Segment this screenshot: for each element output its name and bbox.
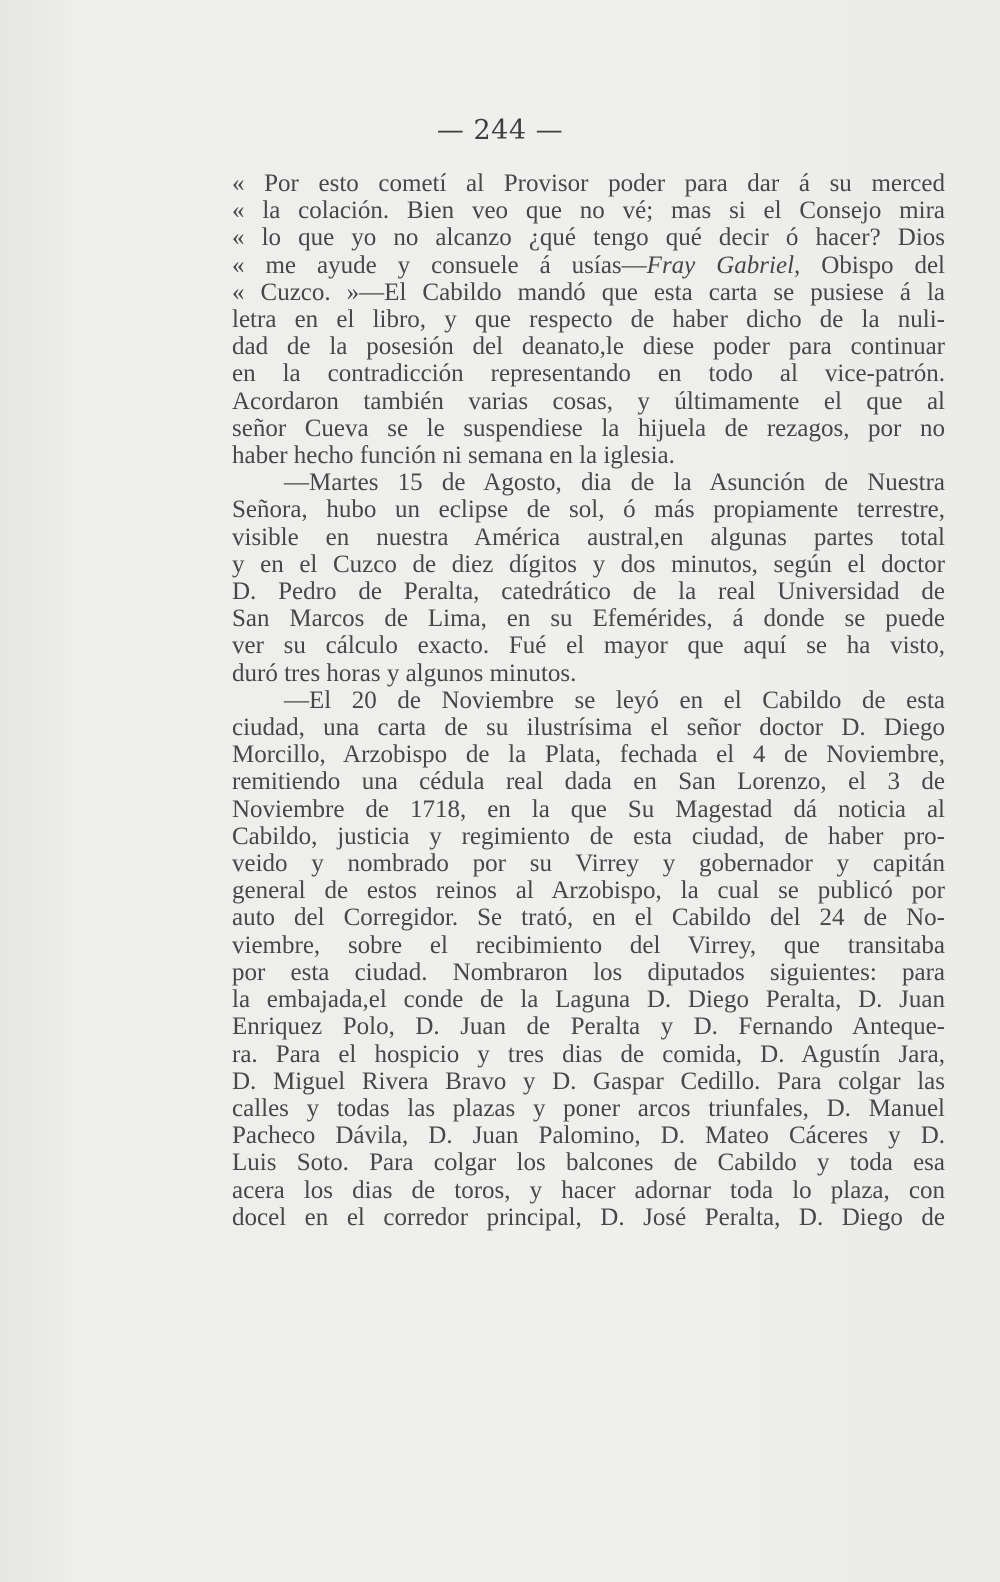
text-line: Morcillo, Arzobispo de la Plata, fechada el 4 de Noviembre, — [232, 741, 945, 769]
text-line: ver su cálculo exacto. Fué el mayor que aquí se ha visto, — [232, 632, 945, 660]
text-line: remitiendo una cédula real dada en San Lorenzo, el 3 de — [232, 768, 945, 796]
text-line: « la colación. Bien veo que no vé; mas si el Consejo mira — [232, 197, 945, 225]
text-line: Cabildo, justicia y regimiento de esta ciudad, de haber pro- — [232, 822, 945, 850]
text-line: D. Pedro de Peralta, catedrático de la real Universidad de — [232, 578, 945, 606]
text-line: y en el Cuzco de diez dígitos y dos minutos, según el doctor — [232, 550, 945, 578]
text-line: calles y todas las plazas y poner arcos triunfales, D. Manuel — [232, 1094, 945, 1122]
text-line: haber hecho función ni semana en la iglesia. — [232, 442, 675, 470]
text-segment: Obispo del — [800, 251, 946, 279]
text-segment: « me ayude y consuele á usías— — [232, 251, 647, 279]
body-text — [232, 170, 945, 1231]
text-line: docel en el corredor principal, D. José Peralta, D. Diego de — [232, 1203, 945, 1231]
text-line: auto del Corregidor. Se trató, en el Cabildo del 24 de No- — [232, 904, 945, 932]
text-line: « Cuzco. »—El Cabildo mandó que esta carta se pusiese á la — [232, 278, 945, 306]
text-line — [232, 252, 945, 279]
text-line: señor Cueva se le suspendiese la hijuela de rezagos, por no — [232, 414, 945, 442]
page-number: — 244 — — [436, 115, 564, 146]
text-line: Acordaron también varias cosas, y últimamente el que al — [232, 387, 945, 415]
text-line: acera los dias de toros, y hacer adornar toda lo plaza, con — [232, 1176, 945, 1204]
text-line: —Martes 15 de Agosto, dia de la Asunción de Nuestra — [284, 469, 945, 497]
text-line: ra. Para el hospicio y tres dias de comida, D. Agustín Jara, — [232, 1040, 945, 1068]
text-line: ciudad, una carta de su ilustrísima el señor doctor D. Diego — [232, 714, 945, 742]
text-line: D. Miguel Rivera Bravo y D. Gaspar Cedillo. Para colgar las — [232, 1067, 945, 1095]
text-line: Noviembre de 1718, en la que Su Magestad dá noticia al — [232, 795, 945, 823]
text-line: —El 20 de Noviembre se leyó en el Cabildo de esta — [284, 686, 945, 714]
text-line: la embajada,el conde de la Laguna D. Diego Peralta, D. Juan — [232, 986, 945, 1014]
text-line: Enriquez Polo, D. Juan de Peralta y D. Fernando Anteque- — [232, 1013, 945, 1041]
italic-name: Fray Gabriel, — [646, 251, 801, 279]
text-line: Pacheco Dávila, D. Juan Palomino, D. Mateo Cáceres y D. — [232, 1122, 945, 1150]
text-line: Luis Soto. Para colgar los balcones de Cabildo y toda esa — [232, 1149, 945, 1177]
text-line: general de estos reinos al Arzobispo, la cual se publicó por — [232, 877, 945, 905]
text-line: San Marcos de Lima, en su Efemérides, á donde se puede — [232, 605, 945, 633]
text-line: « lo que yo no alcanzo ¿qué tengo qué decir ó hacer? Dios — [232, 224, 945, 252]
text-line: dad de la posesión del deanato,le diese poder para continuar — [232, 333, 945, 361]
text-line: letra en el libro, y que respecto de haber dicho de la nuli- — [232, 306, 945, 334]
text-line: Señora, hubo un eclipse de sol, ó más propiamente terrestre, — [232, 496, 945, 524]
text-line: veido y nombrado por su Virrey y gobernador y capitán — [232, 850, 945, 878]
text-line: viembre, sobre el recibimiento del Virrey, que transitaba — [232, 931, 945, 959]
text-line: duró tres horas y algunos minutos. — [232, 659, 577, 687]
text-line: por esta ciudad. Nombraron los diputados siguientes: para — [232, 958, 945, 986]
text-line: visible en nuestra América austral,en algunas partes total — [232, 523, 945, 551]
text-line: « Por esto cometí al Provisor poder para dar á su merced — [232, 170, 945, 197]
text-line: en la contradicción representando en todo al vice-patrón. — [232, 360, 945, 388]
